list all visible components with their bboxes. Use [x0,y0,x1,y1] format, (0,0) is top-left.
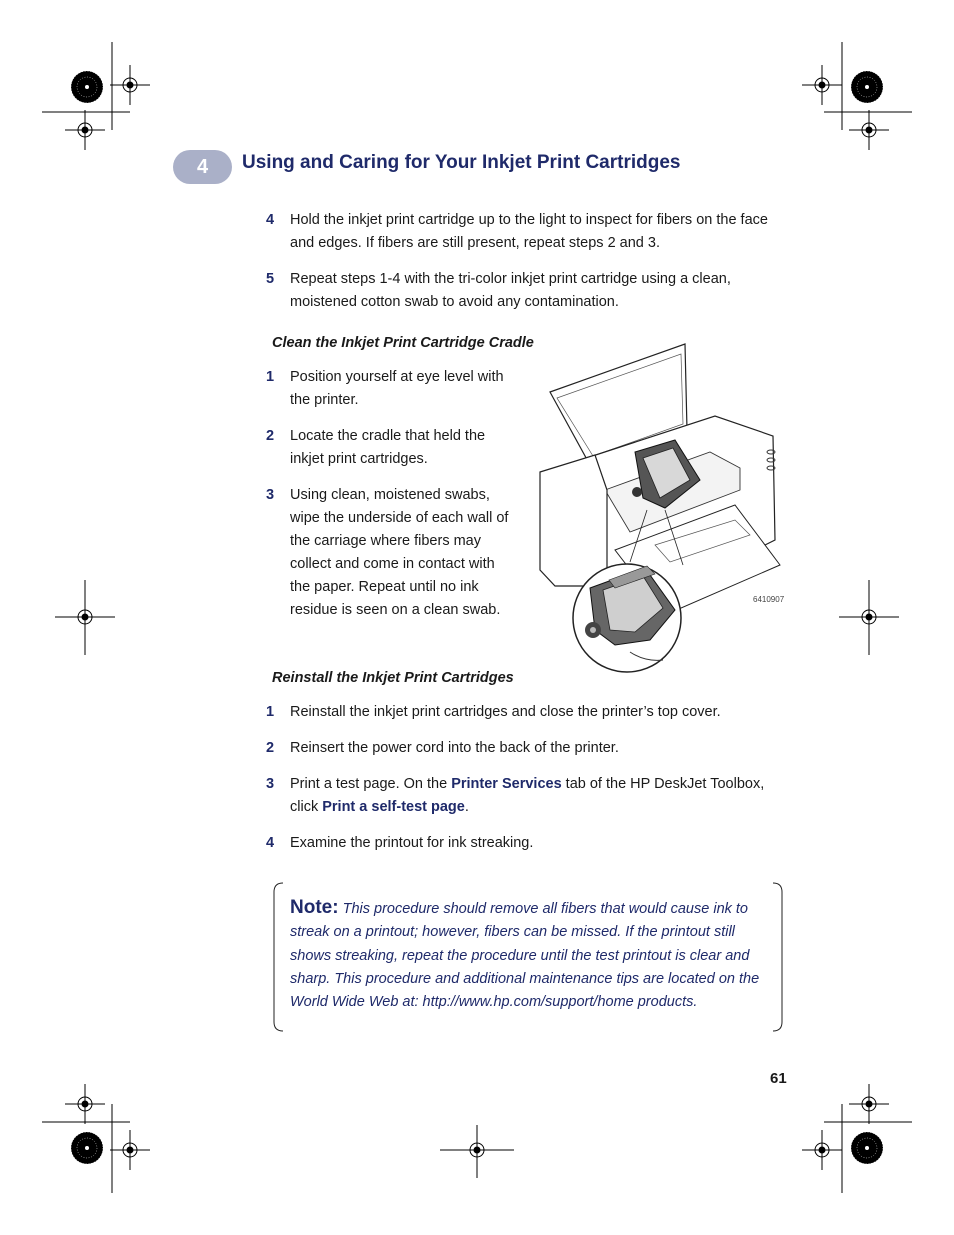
page-number: 61 [770,1070,787,1087]
step-number: 1 [266,704,275,720]
step-text-mid: tab of the HP DeskJet Toolbox, click [290,776,765,815]
cradle-step-1 [266,366,515,412]
reinstall-step-3 [266,773,790,819]
step-number: 4 [266,835,275,851]
intro-step-5 [266,268,790,314]
step-text: Repeat steps 1-4 with the tri-color inkjet print cartridge using a clean, moistened cotton swab to avoid any contamination. [290,271,731,310]
step-text: Hold the inkjet print cartridge up to the light to inspect for fibers on the face and edges. If fibers are still present, repeat steps 2 and 3. [290,212,768,251]
printer-services-link[interactable]: Printer Services [451,776,562,792]
step-text: Reinsert the power cord into the back of the printer. [290,740,619,756]
step-text: Locate the cradle that held the inkjet print cartridges. [290,428,486,467]
reinstall-step-1 [266,701,790,724]
step-number: 4 [266,212,275,228]
cradle-step-2 [266,425,515,471]
step-number: 2 [266,740,275,756]
step-text: Reinstall the inkjet print cartridges and close the printer’s top cover. [290,704,721,720]
step-text: Using clean, moistened swabs, wipe the underside of each wall of the carriage where fibers may collect and come in contact with the paper. Repeat until no ink residue is seen on a clean swab. [290,487,509,618]
cradle-section-heading: Clean the Inkjet Print Cartridge Cradle [272,335,534,351]
step-text: Position yourself at eye level with the printer. [290,369,504,408]
step-number: 5 [266,271,275,287]
step-number: 1 [266,369,275,385]
step-text-pre: Print a test page. On the [290,776,452,792]
chapter-title: Using and Caring for Your Inkjet Print Cartridges [242,152,681,173]
step-number: 3 [266,487,275,503]
reinstall-step-2 [266,737,790,760]
note [290,896,768,1014]
step-number: 3 [266,776,275,792]
step-number: 2 [266,428,275,444]
reinstall-step-4 [266,832,790,855]
figure-code: 6410907 [753,595,785,604]
step-text: Examine the printout for ink streaking. [290,835,534,851]
note-label: Note: [290,897,339,918]
print-self-test-link[interactable]: Print a self-test page [322,799,465,815]
note-body: This procedure should remove all fibers that would cause ink to streak on a printout; however, fibers can be missed. If the printout still shows streaking, repeat the procedure until the test printout is clear and sharp. This procedure and additional maintenance tips are located on the World Wide Web at: http://www.hp.com/support/home products. [290,901,760,1011]
reinstall-section-heading: Reinstall the Inkjet Print Cartridges [272,670,514,686]
step-text-post: . [464,799,469,815]
cradle-step-3 [266,484,515,622]
intro-step-4 [266,209,790,255]
printer-illustration [535,340,785,676]
chapter-number-badge: 4 [173,150,232,184]
